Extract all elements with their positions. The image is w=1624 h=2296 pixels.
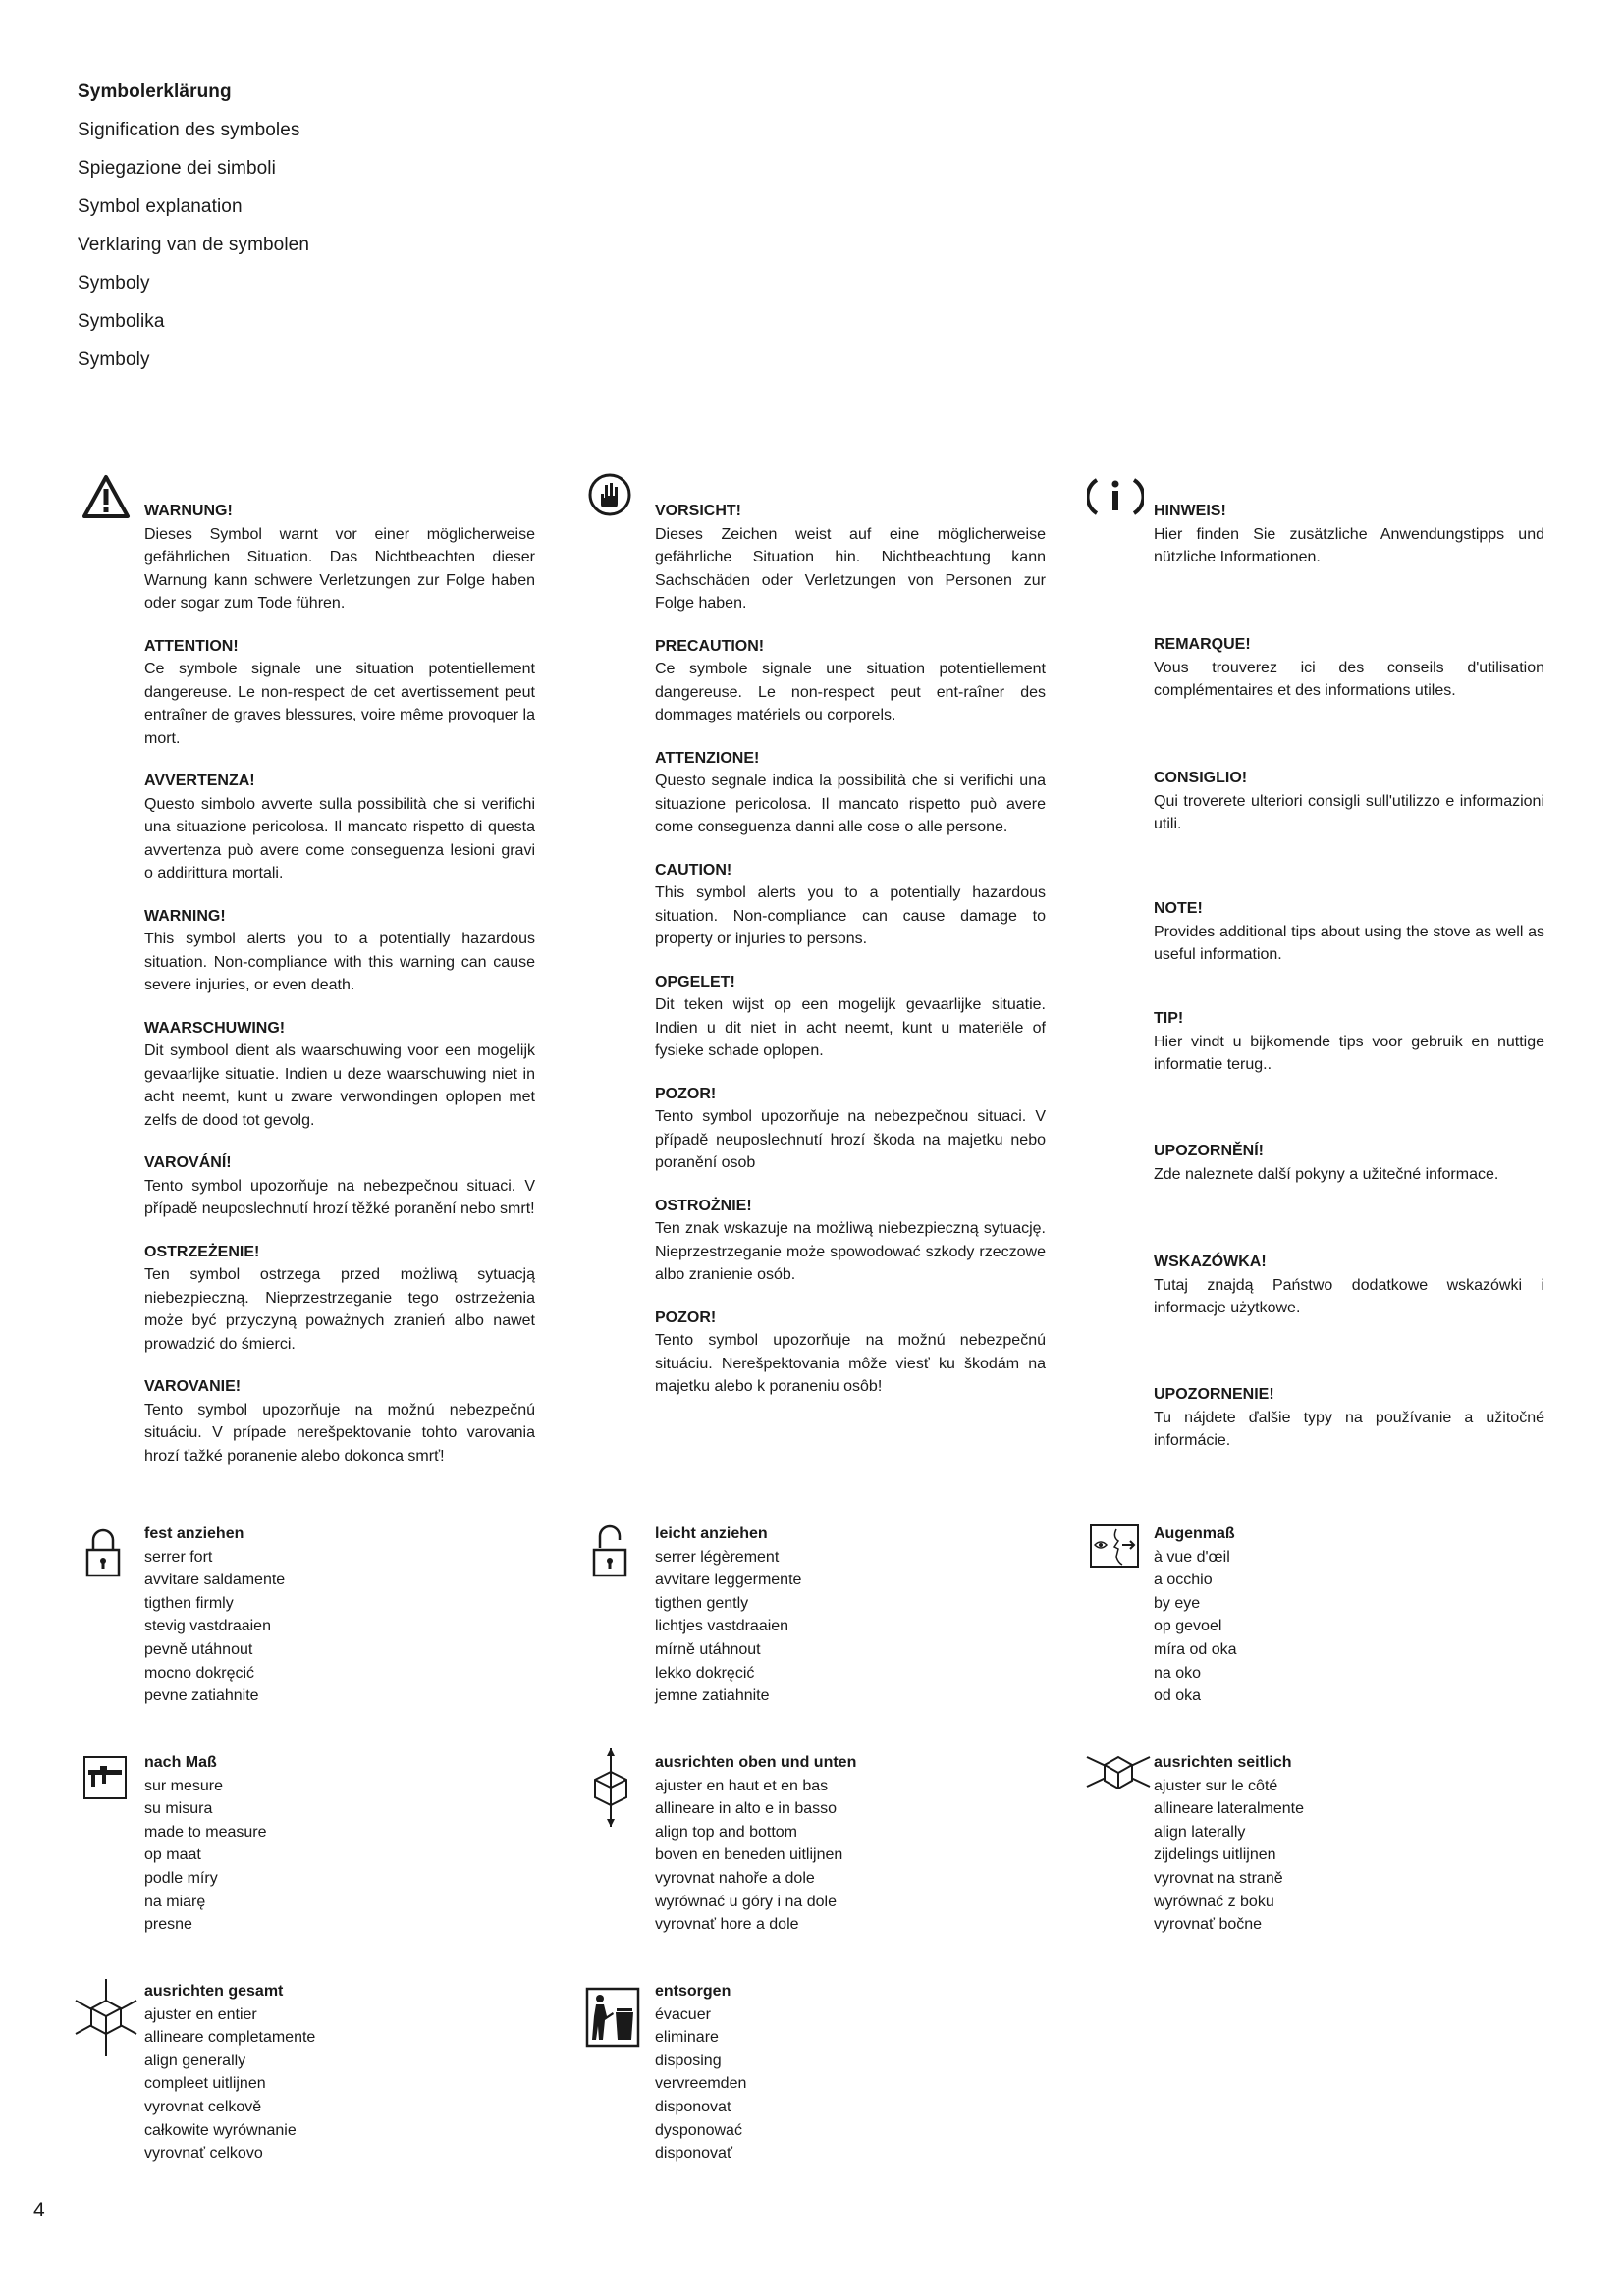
symbol-entsorgen [655, 1980, 746, 2165]
symbol-line: by eye [1154, 1594, 1201, 1612]
caution-entry-fr [655, 635, 1046, 727]
symbol-line: allineare lateralmente [1154, 1800, 1304, 1818]
entry-heading: UPOZORNĚNÍ! [1154, 1143, 1264, 1159]
title-cs: Symboly [78, 273, 150, 294]
symbol-line: wyrównać z boku [1154, 1893, 1274, 1910]
symbol-line: align laterally [1154, 1823, 1246, 1841]
symbol-line: disposing [655, 2052, 722, 2069]
entry-text: This symbol alerts you to a potentially hazardous situation. Non-compliance can cause damage to property or injuries to persons. [655, 884, 1046, 947]
entry-heading: ATTENZIONE! [655, 749, 760, 767]
align-lateral-icon [1085, 1747, 1152, 1796]
symbol-line: ajuster sur le côté [1154, 1777, 1278, 1794]
symbol-line: od oka [1154, 1687, 1202, 1705]
entry-heading: TIP! [1154, 1010, 1184, 1027]
align-vertical-icon [589, 1746, 632, 1829]
entry-text: Vous trouverez ici des conseils d'utilisation complémentaires et des informations utiles. [1154, 659, 1544, 699]
symbol-heading: ausrichten oben und unten [655, 1754, 857, 1771]
entry-text: Ce symbole signale une situation potentiellement dangereuse. Le non-respect de cet avertissement peut entraîner de graves blessures, voire même provoquer la mort. [144, 661, 535, 747]
symbol-line: dysponować [655, 2121, 742, 2139]
symbol-line: jemne zatiahnite [655, 1687, 770, 1705]
symbol-line: évacuer [655, 2005, 711, 2023]
symbol-line: allineare in alto e in basso [655, 1800, 838, 1818]
disposal-bin-icon [585, 1987, 640, 2048]
symbol-line: align top and bottom [655, 1823, 797, 1841]
entry-text: Hier finden Sie zusätzliche Anwendungstipps und nützliche Informationen. [1154, 525, 1544, 565]
symbol-line: su misura [144, 1800, 213, 1818]
symbol-line: disponovat [655, 2098, 731, 2115]
note-entry-sk [1154, 1383, 1544, 1453]
symbol-line: boven en beneden uitlijnen [655, 1846, 843, 1864]
symbol-line: ajuster en haut et en bas [655, 1777, 829, 1794]
symbol-augenmass [1154, 1522, 1236, 1708]
symbol-line: eliminare [655, 2029, 719, 2047]
note-entry-pl [1154, 1251, 1544, 1320]
entry-heading: CAUTION! [655, 861, 732, 879]
title-it: Spiegazione dei simboli [78, 158, 276, 179]
entry-heading: VAROVANIE! [144, 1378, 242, 1395]
caution-entry-it [655, 747, 1046, 839]
symbol-line: vyrovnať celkovo [144, 2145, 263, 2163]
note-entry-fr [1154, 633, 1544, 703]
warning-column [144, 500, 535, 1487]
caution-entry-sk [655, 1307, 1046, 1399]
note-entry-en [1154, 897, 1544, 967]
entry-text: Tento symbol upozorňuje na možnú nebezpečnú situáciu. V prípade nerešpektovanie tohto varovania hrozí ťažké poranenie alebo dokonca smrť! [144, 1401, 535, 1465]
entry-text: Ce symbole signale une situation potentiellement dangereuse. Le non-respect peut ent-raîner des dommages matériels ou corporels. [655, 661, 1046, 723]
symbol-line: tigthen gently [655, 1594, 749, 1612]
entry-text: Dit symbool dient als waarschuwing voor een mogelijk gevaarlijke situatie. Indien u deze waarschuwing niet in acht neemt, kunt u zware verwondingen oplopen met zelfs de dood tot gevolg. [144, 1042, 535, 1129]
warning-triangle-icon [81, 474, 131, 519]
page-number: 4 [33, 2199, 45, 2221]
entry-heading: AVVERTENZA! [144, 773, 255, 789]
warning-entry-fr [144, 635, 535, 751]
symbol-heading: ausrichten seitlich [1154, 1754, 1292, 1771]
symbol-line: serrer légèrement [655, 1548, 780, 1566]
symbol-line: vyrovnat na straně [1154, 1869, 1283, 1887]
symbol-line: pevne zatiahnite [144, 1687, 259, 1705]
entry-heading: WARNUNG! [144, 503, 233, 519]
warning-entry-nl [144, 1017, 535, 1133]
entry-heading: HINWEIS! [1154, 503, 1226, 519]
caution-hand-icon [587, 472, 632, 517]
title-en: Symbol explanation [78, 196, 243, 217]
entry-text: Tento symbol upozorňuje na možnú nebezpečnú situáciu. Nerešpektovania môže viesť ku škodám na majetku alebo k poraneniu osôb! [655, 1332, 1046, 1395]
symbol-line: presne [144, 1916, 192, 1934]
symbol-line: serrer fort [144, 1548, 213, 1566]
entry-heading: WARNING! [144, 907, 226, 925]
caution-entry-pl [655, 1195, 1046, 1287]
note-entry-nl [1154, 1007, 1544, 1077]
caution-entry-de [655, 500, 1046, 615]
entry-text: Questo segnale indica la possibilità che si verifichi una situazione pericolosa. Il mancato rispetto può avere come conseguenza danni alle cose o alle persone. [655, 773, 1046, 835]
title-fr: Signification des symboles [78, 120, 300, 140]
symbol-heading: entsorgen [655, 1983, 731, 2000]
symbol-heading: nach Maß [144, 1754, 217, 1771]
entry-heading: ATTENTION! [144, 637, 239, 655]
symbol-line: wyrównać u góry i na dole [655, 1893, 837, 1910]
symbol-ausrichten-gesamt [144, 1980, 315, 2165]
align-all-icon [74, 1977, 138, 2057]
title-sk: Symboly [78, 349, 150, 370]
entry-text: Zde naleznete další pokyny a užitečné informace. [1154, 1165, 1499, 1183]
symbol-line: na oko [1154, 1664, 1202, 1682]
symbol-line: vervreemden [655, 2075, 747, 2093]
entry-heading: PRECAUTION! [655, 637, 765, 655]
entry-text: Ten symbol ostrzega przed możliwą sytuacją niebezpieczną. Nieprzestrzeganie tego ostrzeżenia może być przyczyną poważnych zranień albo nawet prowadzić do śmierci. [144, 1266, 535, 1353]
entry-heading: WSKAZÓWKA! [1154, 1254, 1267, 1270]
symbol-line: vyrovnať hore a dole [655, 1916, 799, 1934]
entry-heading: OSTROŻNIE! [655, 1197, 752, 1214]
warning-entry-en [144, 905, 535, 997]
entry-heading: VAROVÁNÍ! [144, 1154, 232, 1171]
symbol-line: vyrovnat nahoře a dole [655, 1869, 815, 1887]
entry-heading: OSTRZEŻENIE! [144, 1243, 260, 1260]
entry-text: Tutaj znajdą Państwo dodatkowe wskazówki i informacje użytkowe. [1154, 1276, 1544, 1316]
symbol-line: na miarę [144, 1893, 206, 1910]
entry-text: Qui troverete ulteriori consigli sull'utilizzo e informazioni utili. [1154, 792, 1544, 832]
symbol-line: align generally [144, 2052, 246, 2069]
padlock-closed-icon [83, 1528, 123, 1579]
eye-measure-icon [1089, 1523, 1140, 1569]
caution-entry-nl [655, 971, 1046, 1063]
title-pl: Symbolika [78, 311, 165, 332]
entry-heading: POZOR! [655, 1308, 717, 1326]
symbol-line: made to measure [144, 1823, 267, 1841]
symbol-line: podle míry [144, 1869, 218, 1887]
symbol-line: stevig vastdraaien [144, 1618, 271, 1635]
title-de: Symbolerklärung [78, 81, 232, 102]
symbol-line: lekko dokręcić [655, 1664, 755, 1682]
entry-heading: OPGELET! [655, 973, 735, 990]
caliper-icon [82, 1755, 128, 1800]
symbol-line: tigthen firmly [144, 1594, 234, 1612]
entry-text: Dieses Symbol warnt vor einer möglicherweise gefährlichen Situation. Das Nichtbeachten dieser Warnung kann schwere Verletzungen zur Folge haben oder sogar zum Tode führen. [144, 525, 535, 612]
symbol-nach-mass [144, 1751, 267, 1937]
note-entry-it [1154, 767, 1544, 836]
symbol-line: vyrovnať bočne [1154, 1916, 1263, 1934]
symbol-heading: fest anziehen [144, 1525, 244, 1542]
entry-heading: NOTE! [1154, 900, 1203, 917]
symbol-fest-anziehen [144, 1522, 285, 1708]
symbol-heading: leicht anziehen [655, 1525, 768, 1542]
entry-text: Tento symbol upozorňuje na nebezpečnou situaci. V případě neuposlechnutí hrozí škoda na majetku nebo poranění osob [655, 1108, 1046, 1171]
symbol-leicht-anziehen [655, 1522, 801, 1708]
symbol-line: op gevoel [1154, 1618, 1222, 1635]
warning-entry-it [144, 770, 535, 885]
symbol-ausrichten-oben-unten [655, 1751, 856, 1937]
symbol-line: compleet uitlijnen [144, 2075, 266, 2093]
symbol-line: avvitare saldamente [144, 1572, 286, 1589]
symbol-line: mocno dokręcić [144, 1664, 255, 1682]
entry-text: Hier vindt u bijkomende tips voor gebruik en nuttige informatie terug.. [1154, 1033, 1544, 1073]
symbol-line: disponovať [655, 2145, 732, 2163]
entry-heading: VORSICHT! [655, 503, 741, 519]
entry-text: Tento symbol upozorňuje na nebezpečnou situaci. V případě neuposlechnutí hrozí těžké poranění nebo smrt! [144, 1177, 535, 1217]
symbol-line: pevně utáhnout [144, 1640, 253, 1658]
symbol-line: à vue d'œil [1154, 1548, 1230, 1566]
caution-column [655, 500, 1046, 1418]
entry-text: This symbol alerts you to a potentially hazardous situation. Non-compliance with this warning can cause severe injuries, or even death. [144, 931, 535, 993]
symbol-line: lichtjes vastdraaien [655, 1618, 789, 1635]
padlock-open-icon [590, 1524, 629, 1579]
symbol-line: całkowite wyrównanie [144, 2121, 297, 2139]
symbol-line: op maat [144, 1846, 201, 1864]
note-entry-de [1154, 500, 1544, 569]
entry-heading: WAARSCHUWING! [144, 1019, 286, 1037]
entry-text: Dieses Zeichen weist auf eine möglicherweise gefährliche Situation hin. Nichtbeachtung kann Sachschäden oder Verletzungen von Personen zur Folge haben. [655, 525, 1046, 612]
warning-entry-cs [144, 1151, 535, 1221]
symbol-line: míra od oka [1154, 1640, 1237, 1658]
symbol-heading: Augenmaß [1154, 1525, 1235, 1542]
symbol-line: mírně utáhnout [655, 1640, 761, 1658]
entry-heading: POZOR! [655, 1085, 717, 1102]
entry-heading: UPOZORNENIE! [1154, 1386, 1274, 1403]
info-icon [1087, 474, 1144, 519]
symbol-line: vyrovnat celkově [144, 2098, 262, 2115]
caution-entry-en [655, 859, 1046, 951]
symbol-heading: ausrichten gesamt [144, 1983, 284, 2000]
entry-text: Provides additional tips about using the stove as well as useful information. [1154, 923, 1544, 963]
note-entry-cs [1154, 1140, 1544, 1186]
symbol-line: zijdelings uitlijnen [1154, 1846, 1276, 1864]
symbol-line: a occhio [1154, 1572, 1213, 1589]
caution-entry-cs [655, 1083, 1046, 1175]
entry-heading: CONSIGLIO! [1154, 770, 1248, 786]
entry-text: Tu nájdete ďalšie typy na používanie a užitočné informácie. [1154, 1409, 1544, 1449]
warning-entry-pl [144, 1241, 535, 1357]
entry-heading: REMARQUE! [1154, 636, 1251, 653]
title-list [78, 73, 309, 379]
symbol-line: avvitare leggermente [655, 1572, 802, 1589]
warning-entry-de [144, 500, 535, 615]
symbol-line: ajuster en entier [144, 2005, 257, 2023]
entry-text: Ten znak wskazuje na możliwą niebezpieczną sytuację. Nieprzestrzeganie może spowodować szkody rzeczowe albo zranienie osób. [655, 1220, 1046, 1283]
title-nl: Verklaring van de symbolen [78, 235, 310, 255]
symbol-line: sur mesure [144, 1777, 224, 1794]
entry-text: Dit teken wijst op een mogelijk gevaarlijke situatie. Indien u dit niet in acht neemt, kunt u materiële of fysieke schade oplopen. [655, 996, 1046, 1059]
entry-text: Questo simbolo avverte sulla possibilità che si verifichi una situazione pericolosa. Il mancato rispetto di questa avvertenza può avere come conseguenza lesioni gravi o addirittura mortali. [144, 795, 535, 881]
warning-entry-sk [144, 1375, 535, 1468]
symbol-ausrichten-seitlich [1154, 1751, 1304, 1937]
symbol-line: allineare completamente [144, 2029, 316, 2047]
